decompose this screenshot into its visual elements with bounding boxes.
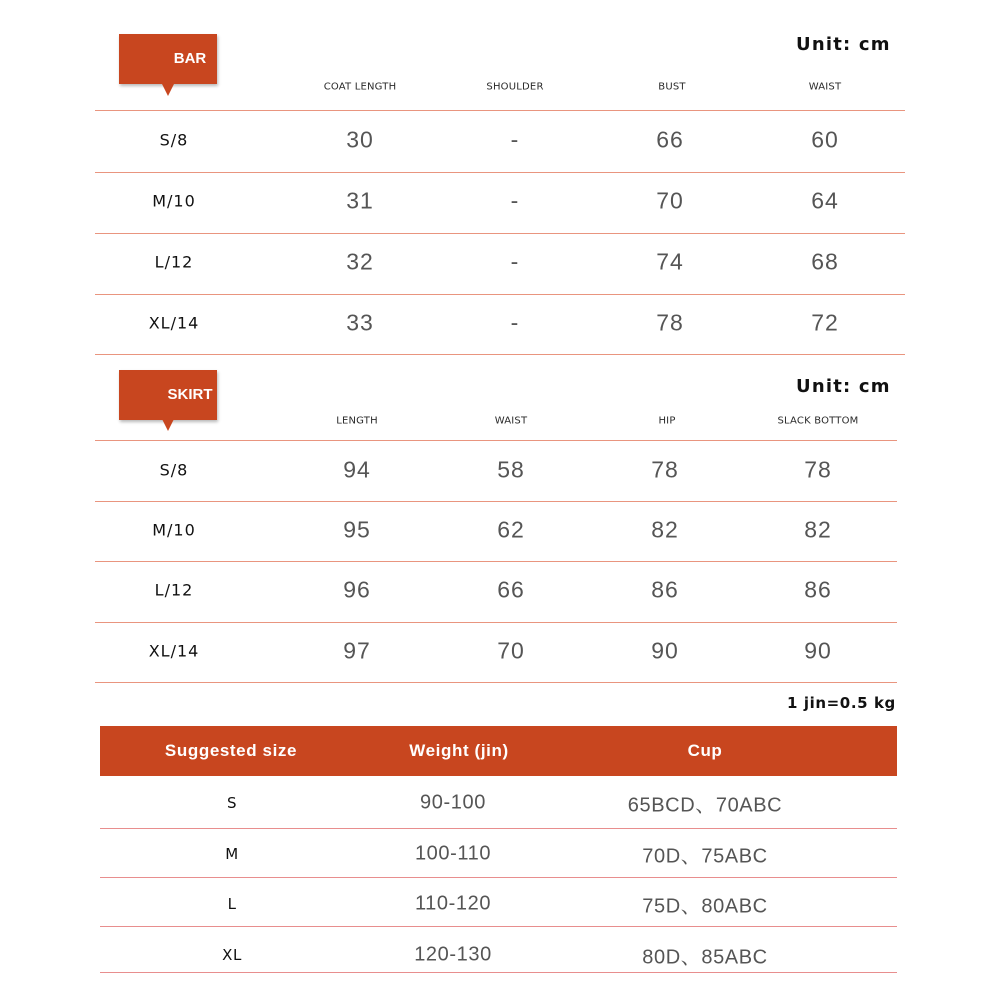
value-cell: 58 [497, 456, 525, 483]
row-divider [95, 233, 905, 234]
cup-cell: 65BCD、70ABC [627, 794, 783, 817]
cup-cell: 75D、80ABC [642, 895, 768, 918]
row-divider [100, 828, 897, 829]
value-cell: - [510, 248, 520, 275]
value-cell: 82 [651, 516, 679, 543]
bar-header-waist: WAIST [808, 81, 842, 93]
header-weight: Weight (jin) [409, 741, 509, 760]
value-cell: 31 [346, 187, 374, 214]
bar-tag-pointer [162, 84, 174, 96]
value-cell: 64 [811, 187, 839, 214]
value-cell: 74 [656, 248, 684, 275]
bar-header-shoulder: SHOULDER [486, 81, 544, 93]
row-divider [100, 926, 897, 927]
value-cell: 95 [343, 516, 371, 543]
cup-cell: 70D、75ABC [642, 845, 768, 868]
size-label: S/8 [159, 460, 189, 480]
row-divider [100, 972, 897, 973]
row-divider [95, 294, 905, 295]
size-label: L/12 [154, 252, 194, 272]
size-label: XL/14 [148, 313, 200, 333]
value-cell: - [510, 187, 520, 214]
row-divider [95, 501, 897, 502]
skirt-tag [119, 370, 217, 420]
weight-cell: 100-110 [414, 842, 492, 865]
bar-unit-label: Unit: cm [796, 34, 891, 55]
skirt-tag-label: SKIRT [167, 386, 213, 403]
value-cell: 32 [346, 248, 374, 275]
cup-cell: 80D、85ABC [642, 946, 768, 969]
weight-cell: 90-100 [420, 791, 486, 814]
weight-cell: 120-130 [414, 943, 492, 966]
size-label: M/10 [152, 191, 196, 211]
bar-tag [119, 34, 217, 84]
size-label: XL/14 [148, 641, 200, 661]
value-cell: 90 [804, 637, 832, 664]
weight-cell: 110-120 [414, 892, 492, 915]
value-cell: 70 [497, 637, 525, 664]
value-cell: 78 [804, 456, 832, 483]
conversion-note: 1 jin=0.5 kg [787, 694, 896, 712]
header-suggested-size: Suggested size [164, 741, 298, 760]
bar-tag-label: BAR [173, 50, 207, 67]
value-cell: 62 [497, 516, 525, 543]
size-label: S [226, 794, 238, 812]
skirt-unit-label: Unit: cm [796, 376, 891, 397]
value-cell: 66 [497, 576, 525, 603]
value-cell: - [510, 126, 520, 153]
size-label: XL [222, 946, 242, 964]
row-divider [95, 622, 897, 623]
value-cell: 70 [656, 187, 684, 214]
value-cell: 78 [651, 456, 679, 483]
value-cell: 66 [656, 126, 684, 153]
row-divider [100, 877, 897, 878]
value-cell: 68 [811, 248, 839, 275]
skirt-tag-pointer [162, 419, 174, 431]
bar-header-bust: BUST [658, 81, 686, 93]
value-cell: - [510, 309, 520, 336]
size-label: L [227, 895, 237, 913]
skirt-header-hip: HIP [658, 415, 676, 427]
bar-header-coat-length: COAT LENGTH [323, 81, 397, 93]
value-cell: 82 [804, 516, 832, 543]
size-label: S/8 [159, 130, 189, 150]
value-cell: 30 [346, 126, 374, 153]
value-cell: 94 [343, 456, 371, 483]
size-label: L/12 [154, 580, 194, 600]
value-cell: 72 [811, 309, 839, 336]
row-divider [95, 354, 905, 355]
size-label: M/10 [152, 520, 196, 540]
skirt-header-waist: WAIST [494, 415, 528, 427]
value-cell: 78 [656, 309, 684, 336]
skirt-header-length: LENGTH [336, 415, 378, 427]
value-cell: 33 [346, 309, 374, 336]
row-divider [95, 682, 897, 683]
header-cup: Cup [687, 741, 723, 760]
header-divider [95, 110, 905, 111]
value-cell: 86 [804, 576, 832, 603]
header-divider [95, 440, 897, 441]
skirt-header-slack-bottom: SLACK BOTTOM [777, 415, 859, 427]
row-divider [95, 561, 897, 562]
row-divider [95, 172, 905, 173]
value-cell: 86 [651, 576, 679, 603]
value-cell: 60 [811, 126, 839, 153]
value-cell: 90 [651, 637, 679, 664]
size-label: M [225, 845, 239, 863]
value-cell: 97 [343, 637, 371, 664]
value-cell: 96 [343, 576, 371, 603]
